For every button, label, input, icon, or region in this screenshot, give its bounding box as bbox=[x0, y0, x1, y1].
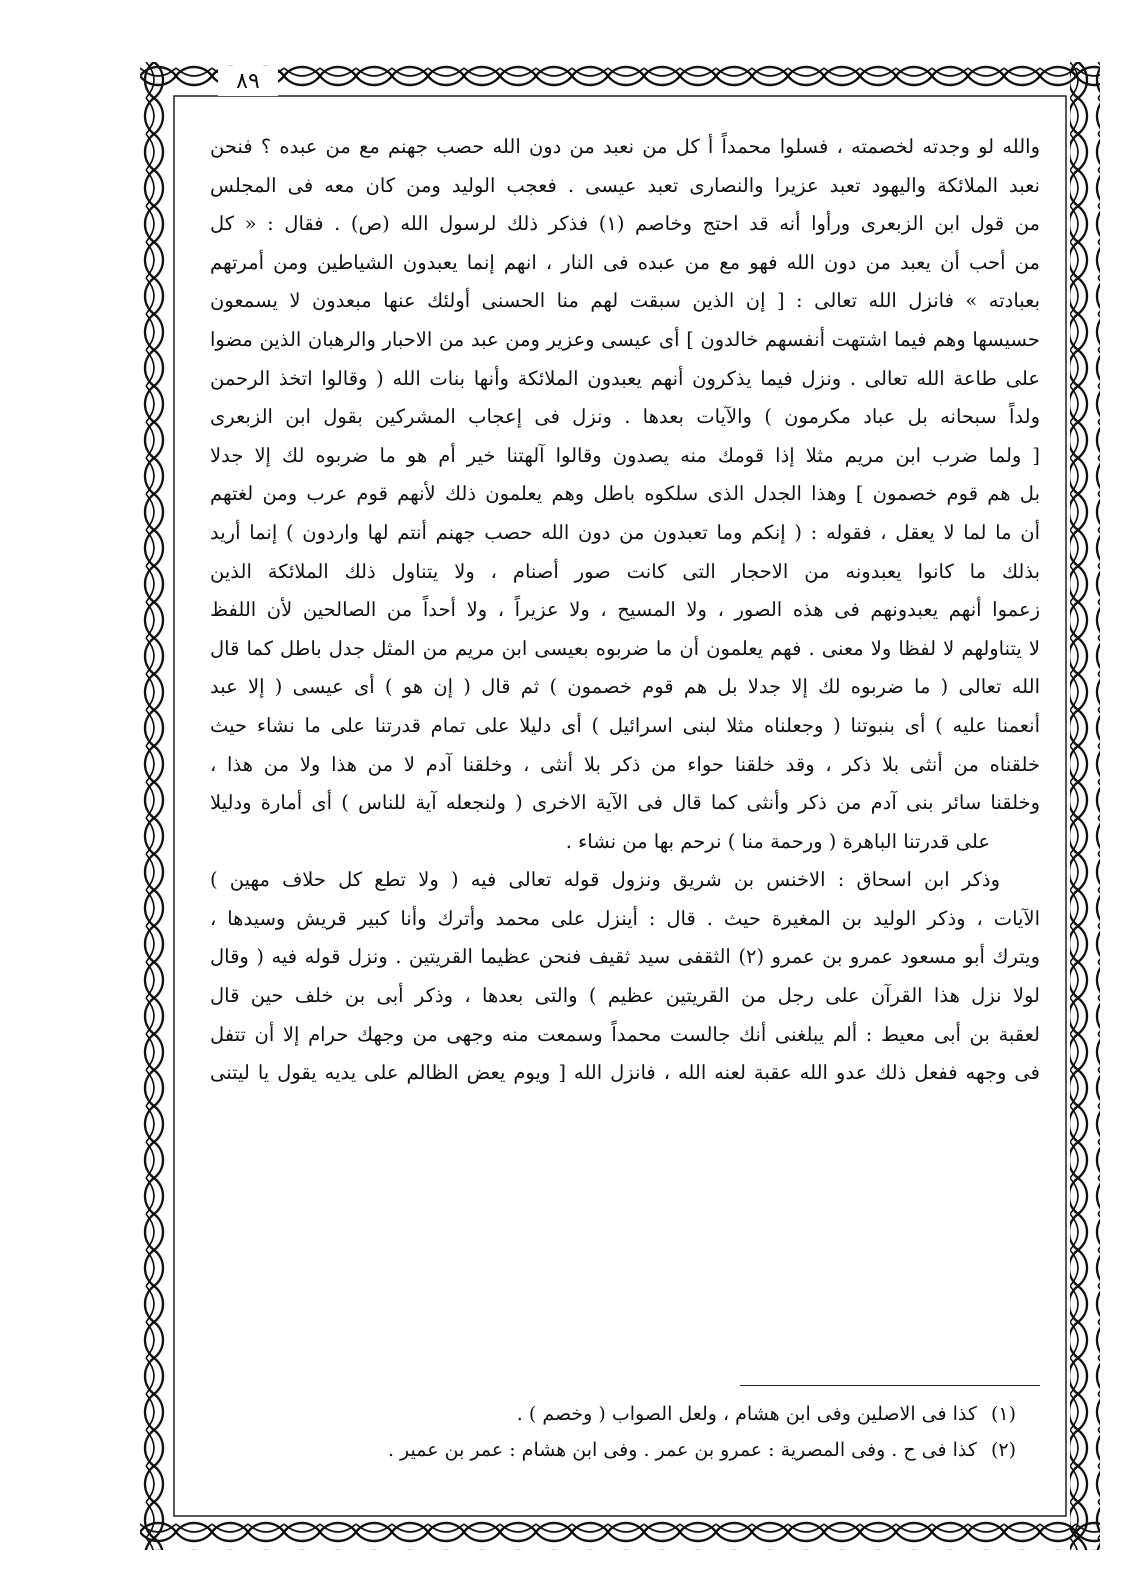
text-line: أنعمنا عليه ) أى بنبوتنا ( وجعلناه مثلا لبنى اسرائيل ) أى دليلا على تمام قدرتنا على ما نشاء حيث bbox=[210, 713, 1040, 737]
text-line: نعبد الملائكة واليهود تعبد عزيرا والنصارى تعبد عيسى . فعجب الوليد ومن كان معه فى المجلس bbox=[210, 173, 1040, 197]
text-line: على قدرتنا الباهرة ( ورحمة منا ) نرحم بها من نشاء . bbox=[565, 829, 990, 853]
text-line: ويترك أبو مسعود عمرو بن عمرو (٢) الثقفى سيد ثقيف فنحن عظيما القريتين . ونزل قوله فيه ( وقال bbox=[210, 945, 1040, 969]
text-line: [ ولما ضرب ابن مريم مثلا إذا قومك منه يصدون وقالوا آلهتنا خير أم هو ما ضربوه لك إلا جدلا bbox=[210, 443, 1040, 467]
text-line: لعقبة بن أبى معيط : ألم يبلغنى أنك جالست محمداً وسمعت منه وجهى من وجهك حرام إلا أن تتفل bbox=[210, 1022, 1040, 1046]
footnote-number: (٢) bbox=[990, 1439, 1016, 1461]
text-line: لولا نزل هذا القرآن على رجل من القريتين عظيم ) والتى بعدها ، وذكر أبى بن خلف حين قال bbox=[210, 984, 1040, 1008]
text-line: لا يتناولهم لا لفظا ولا معنى . فهم يعلمون أن ما ضربوه بعيسى ابن مريم من المثل جدل باطل كما قال bbox=[210, 636, 1040, 660]
text-line: على طاعة الله تعالى . ونزل فيما يذكرون أنهم يعبدون الملائكة وأنها بنات الله ( وقالوا اتخذ الرحمن bbox=[210, 366, 1040, 390]
page-number-box bbox=[218, 66, 278, 96]
footnote-2 bbox=[210, 1432, 1040, 1468]
footnote-1 bbox=[210, 1396, 1040, 1432]
text-line: وذكر ابن اسحاق : الاخنس بن شريق ونزول قوله تعالى فيه ( ولا تطع كل حلاف مهين ) bbox=[210, 868, 1000, 892]
text-line: خلقناه من أنثى بلا ذكر ، وقد خلقنا حواء من ذكر بلا أنثى ، وخلقنا آدم لا من هذا ولا من هذا ، bbox=[210, 752, 1040, 776]
text-line: أن ما لما لا يعقل ، فقوله : ( إنكم وما تعبدون من دون الله حصب جهنم أنتم لها واردون ) إنما أريد bbox=[210, 520, 1040, 544]
text-line: والله لو وجدته لخصمته ، فسلوا محمداً أ كل من نعبد من دون الله حصب جهنم مع من عبده ؟ فنحن bbox=[210, 135, 1040, 158]
footnote-text: كذا فى الاصلين وفى ابن هشام ، ولعل الصواب ( وخصم ) . bbox=[516, 1403, 977, 1425]
footnotes bbox=[210, 1396, 1040, 1468]
text-line: من أحب أن يعبد من دون الله فهو مع من عبده فى النار ، انهم إنما يعبدون الشياطين ومن أمرتهم bbox=[210, 250, 1040, 274]
text-line: بذلك ما كانوا يعبدونه من الاحجار التى كانت صور أصنام ، ولا يتناول ذلك الملائكة الذين bbox=[210, 559, 1040, 583]
main-text bbox=[210, 128, 1040, 1093]
text-line: ولداً سبحانه بل عباد مكرمون ) والآيات بعدها . ونزل فى إعجاب المشركين بقول ابن الزبعرى bbox=[210, 405, 1040, 429]
footnote-text: كذا فى ح . وفى المصرية : عمرو بن عمر . وفى ابن هشام : عمر بن عمير . bbox=[387, 1439, 977, 1461]
text-line: الله تعالى ( ما ضربوه لك إلا جدلا بل هم قوم خصمون ) ثم قال ( إن هو ) أى عيسى ( إلا عبد bbox=[210, 675, 1040, 699]
text-line: زعموا أنهم يعبدونهم فى هذه الصور ، ولا المسيح ، ولا عزيراً ، ولا أحداً من الصالحين لأن اللفظ bbox=[210, 598, 1040, 622]
text-line: وخلقنا سائر بنى آدم من ذكر وأنثى كما قال فى الآية الاخرى ( ولنجعله آية للناس ) أى أمارة ودليلا bbox=[210, 791, 1040, 815]
footnote-separator bbox=[740, 1385, 1040, 1386]
text-line: فى وجهه ففعل ذلك عدو الله عقبة لعنه الله ، فانزل الله [ ويوم يعض الظالم على يديه يقول يا ليتنى bbox=[210, 1061, 1040, 1085]
text-line: الآيات ، وذكر الوليد بن المغيرة حيث . قال : أينزل على محمد وأترك وأنا كبير قريش وسيدها ، bbox=[210, 906, 1040, 930]
text-line: حسيسها وهم فيما اشتهت أنفسهم خالدون ] أى عيسى وعزير ومن عبد من الاحبار والرهبان الذين مضوا bbox=[210, 327, 1040, 351]
text-line: من قول ابن الزبعرى ورأوا أنه قد احتج وخاصم (١) فذكر ذلك لرسول الله (ص) . فقال : « كل bbox=[210, 212, 1040, 236]
footnote-number: (١) bbox=[990, 1403, 1016, 1425]
text-line: بل هم قوم خصمون ] وهذا الجدل الذى سلكوه باطل وهم يعلمون ذلك لأنهم قوم عرب ومن لغتهم bbox=[210, 482, 1040, 506]
page-number: ٨٩ bbox=[236, 68, 260, 94]
text-line: بعبادته » فانزل الله تعالى : [ إن الذين سبقت لهم منا الحسنى أولئك عنها مبعدون لا يسمعون bbox=[210, 289, 1040, 313]
paragraph-1 bbox=[210, 128, 1040, 861]
paragraph-2 bbox=[210, 861, 1040, 1093]
